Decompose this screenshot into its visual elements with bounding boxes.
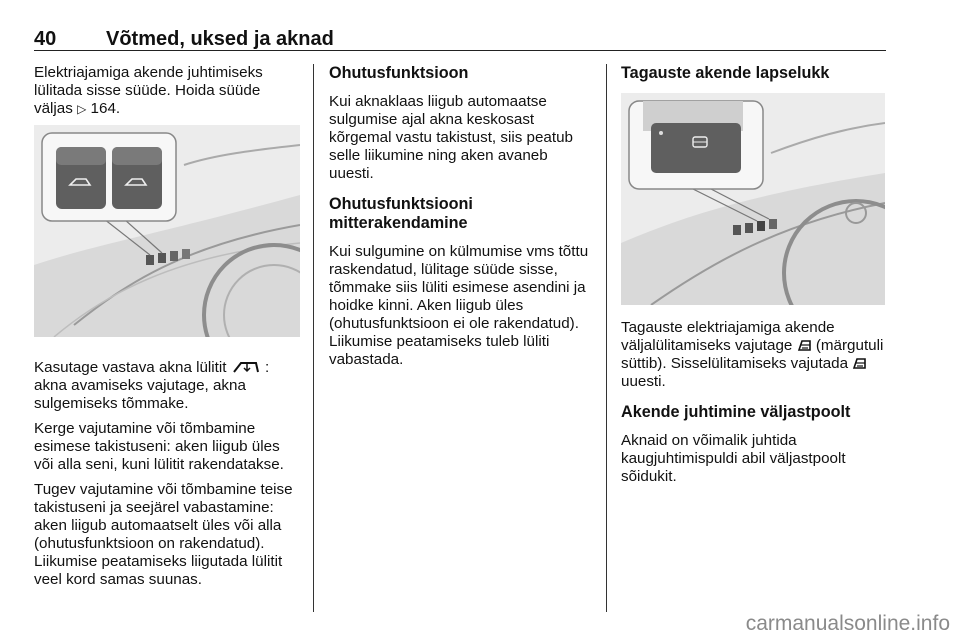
front-door-switch-illustration [34, 125, 300, 337]
section-heading-safety: Ohutusfunktsioon [329, 64, 469, 82]
usage-paragraph: Kasutage vastava akna lülitit : akna avamiseks vajutage, akna sulgemiseks tõmmake. [34, 359, 270, 412]
intro-paragraph: Elektriajamiga akende juhtimiseks lülitada sisse süüde. Hoida süüde väljas ▷ 164. [34, 64, 263, 117]
column-divider [313, 64, 314, 612]
page-ref-link[interactable]: 164. [90, 100, 121, 117]
footer-watermark: carmanualsonline.info [745, 612, 950, 635]
page-header [34, 28, 886, 51]
safety-paragraph: Kui aknaklaas liigub automaatse sulgumise ajal akna keskosast kõrgemal vastu takistust, siis peatub selle liikumine ning aken avaneb uuesti. [329, 93, 573, 182]
child-lock-paragraph: Tagauste elektriajamiga akende väljalülitamiseks vajutage (märgutuli süttib). Sisselülitamiseks vajutada uuesti. [621, 319, 884, 390]
remote-paragraph: Aknaid on võimalik juhtida kaugjuhtimispuldi abil väljastpoolt sõidukit. [621, 432, 846, 485]
override-paragraph: Kui sulgumine on külmumise vms tõttu raskendatud, lülitage süüde sisse, tõmmake siis lüliti esimese asendini ja hoidke kinni. Aken liigub üles (ohutusfunktsioon ei ole rakendatud). Liikumise peatamiseks tuleb lüliti vabastada. [329, 243, 589, 368]
column-left [34, 64, 300, 596]
page-number: 40 [34, 28, 57, 50]
child-lock-icon [852, 356, 867, 370]
page-ref-arrow-icon: ▷ [77, 102, 87, 116]
section-heading-remote: Akende juhtimine väljastpoolt [621, 403, 851, 421]
child-lock-icon [797, 338, 812, 352]
column-middle [329, 64, 595, 376]
column-right [621, 64, 887, 493]
light-press-paragraph: Kerge vajutamine või tõmbamine esimese takistuseni: aken liigub üles või alla seni, kuni lülitit rakendatakse. [34, 420, 284, 473]
page-title: Võtmed, uksed ja aknad [106, 28, 334, 50]
column-divider [606, 64, 607, 612]
section-heading-override: Ohutusfunktsiooni mitterakendamine [329, 195, 473, 232]
rear-window-child-lock-illustration [621, 93, 885, 305]
section-heading-child-lock: Tagauste akende lapselukk [621, 64, 830, 82]
window-switch-icon [231, 360, 261, 374]
firm-press-paragraph: Tugev vajutamine või tõmbamine teise takistuseni ja seejärel vabastamine: aken liigub automaatselt üles või alla (ohutusfunktsioon on rakendatud). Liikumise peatamiseks liigutada lülitit veel kord samas suunas. [34, 481, 293, 588]
